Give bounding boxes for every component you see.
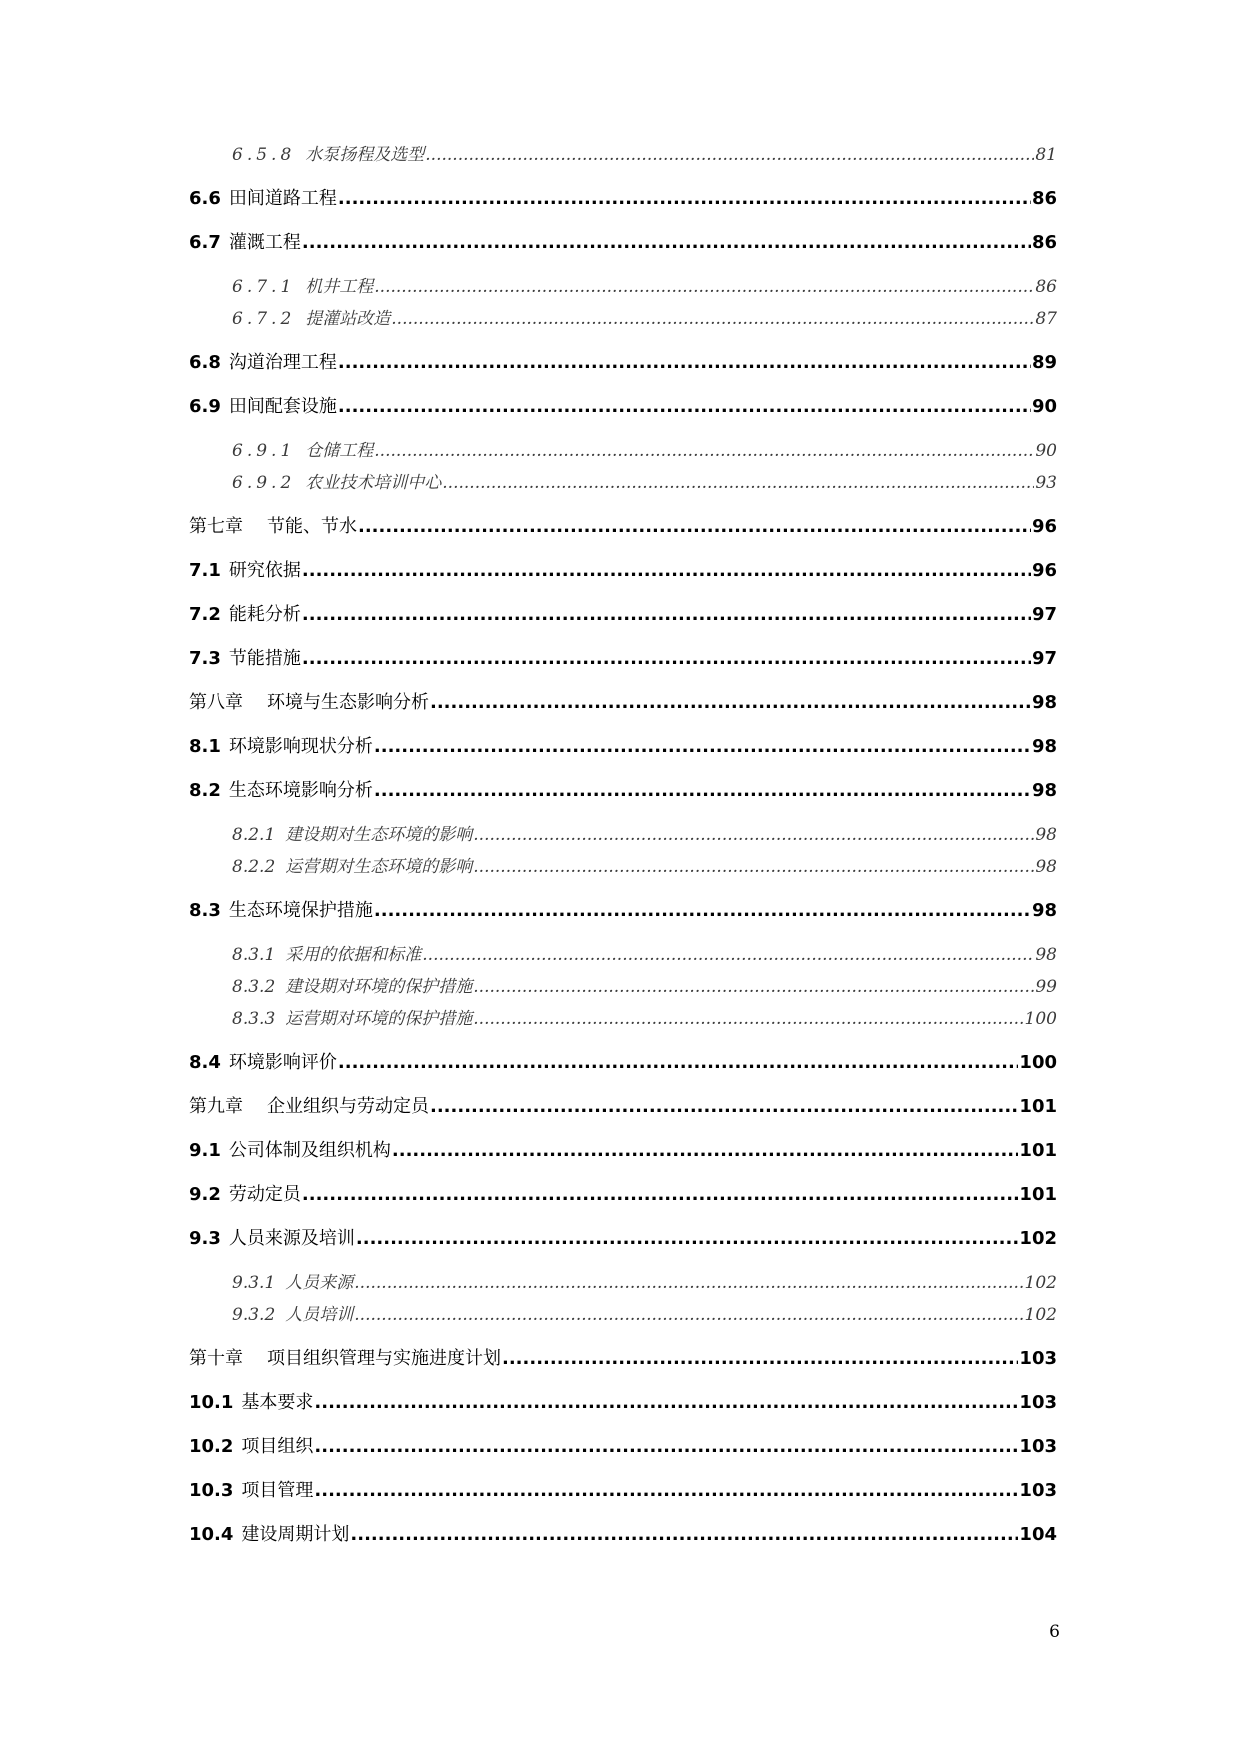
toc-entry[interactable] [189, 1476, 1057, 1506]
toc-entry[interactable] [232, 304, 1057, 334]
toc-entry-title: 研究依据 [228, 560, 301, 581]
toc-entry-number: 6.6 [189, 188, 221, 209]
toc-entry-heading [189, 644, 301, 670]
toc-leader-dots [302, 232, 1031, 253]
toc-entry-number: 8.1 [189, 736, 221, 757]
toc-leader-dots [473, 977, 1034, 997]
toc-entry-title: 人员培训 [285, 1305, 354, 1325]
toc-entry-number: 8.2 [189, 780, 221, 801]
toc-leader-dots [442, 473, 1034, 493]
toc-entry-number: 10.1 [189, 1392, 234, 1413]
toc-entry[interactable] [232, 852, 1057, 882]
toc-entry[interactable] [189, 776, 1057, 806]
toc-entry-title: 基本要求 [241, 1392, 314, 1413]
toc-entry-title: 农业技术培训中心 [305, 473, 442, 493]
toc-entry-number: 6.7 [189, 232, 221, 253]
toc-entry-number: 7.2 [189, 604, 221, 625]
toc-leader-dots [356, 1228, 1019, 1249]
toc-entry-number: 9.1 [189, 1140, 221, 1161]
toc-entry-number: 7.3 [189, 648, 221, 669]
toc-entry-number: 6.9 [189, 396, 221, 417]
toc-entry-number: 10.3 [189, 1480, 234, 1501]
toc-entry-heading [189, 1136, 391, 1162]
toc-entry-heading [189, 732, 373, 758]
toc-entry-heading [232, 820, 472, 845]
toc-entry-heading [189, 348, 337, 374]
toc-entry-heading [232, 304, 390, 329]
toc-entry-number: 6.8 [189, 352, 221, 373]
toc-entry[interactable] [232, 820, 1057, 850]
toc-entry[interactable] [189, 228, 1057, 258]
toc-entry-heading [232, 436, 373, 461]
toc-entry-number: 8.3.3 [232, 1009, 276, 1029]
toc-entry[interactable] [232, 140, 1057, 170]
toc-entry-page: 99 [1035, 977, 1057, 997]
toc-entry[interactable] [189, 1048, 1057, 1078]
toc-entry-title: 劳动定员 [228, 1184, 301, 1205]
toc-entry[interactable] [189, 184, 1057, 214]
toc-entry-number: 10.2 [189, 1436, 234, 1457]
toc-entry-page: 89 [1031, 352, 1057, 373]
toc-leader-dots [374, 736, 1031, 757]
toc-entry-page: 98 [1031, 780, 1057, 801]
toc-entry[interactable] [189, 600, 1057, 630]
toc-leader-dots [502, 1348, 1018, 1369]
toc-entry-number: 9.2 [189, 1184, 221, 1205]
toc-entry-heading [189, 600, 301, 626]
toc-entry-number: 9.3 [189, 1228, 221, 1249]
toc-entry-heading [189, 184, 337, 210]
toc-entry-number: 6.7.2 [232, 309, 296, 329]
toc-entry-page: 103 [1019, 1436, 1057, 1457]
toc-entry-page: 97 [1031, 604, 1057, 625]
toc-entry-page: 101 [1019, 1096, 1057, 1117]
toc-entry[interactable] [189, 1224, 1057, 1254]
toc-entry-page: 98 [1031, 900, 1057, 921]
toc-leader-dots [302, 560, 1031, 581]
toc-entry-number: 9.3.1 [232, 1273, 276, 1293]
toc-entry-title: 节能措施 [228, 648, 301, 669]
toc-entry-number: 6.5.8 [232, 145, 296, 165]
toc-entry[interactable] [232, 1004, 1057, 1034]
toc-entry[interactable] [189, 1432, 1057, 1462]
toc-entry-number: 6.7.1 [232, 277, 296, 297]
toc-entry-title: 人员来源及培训 [228, 1228, 355, 1249]
toc-entry-title: 项目组织 [241, 1436, 314, 1457]
toc-entry-title: 项目组织管理与实施进度计划 [267, 1348, 501, 1369]
toc-leader-dots [302, 648, 1031, 669]
toc-entry-page: 102 [1024, 1305, 1057, 1325]
toc-leader-dots [473, 825, 1034, 845]
toc-entry-page: 101 [1019, 1140, 1057, 1161]
toc-entry-number: 6.9.1 [232, 441, 296, 461]
toc-entry-page: 86 [1031, 188, 1057, 209]
toc-entry-title: 田间配套设施 [228, 396, 337, 417]
toc-entry[interactable] [189, 896, 1057, 926]
toc-entry-page: 103 [1019, 1480, 1057, 1501]
toc-entry-title: 环境影响评价 [228, 1052, 337, 1073]
toc-leader-dots [338, 396, 1031, 417]
toc-entry-title: 建设期对生态环境的影响 [285, 825, 473, 845]
toc-leader-dots [350, 1524, 1018, 1545]
toc-entry-heading [189, 1092, 429, 1118]
toc-entry-heading [232, 972, 472, 997]
toc-entry-heading [189, 1520, 349, 1546]
toc-entry-number: 8.3.1 [232, 945, 276, 965]
toc-entry-title: 灌溉工程 [228, 232, 301, 253]
toc-entry[interactable] [189, 556, 1057, 586]
toc-entry-number: 6.9.2 [232, 473, 296, 493]
toc-entry-title: 环境与生态影响分析 [267, 692, 429, 713]
toc-entry[interactable] [189, 1388, 1057, 1418]
toc-entry-title: 建设期对环境的保护措施 [285, 977, 473, 997]
toc-entry-number: 8.3 [189, 900, 221, 921]
toc-entry-heading [189, 392, 337, 418]
toc-entry-heading [189, 776, 373, 802]
toc-leader-dots [392, 1140, 1019, 1161]
toc-entry-title: 采用的依据和标准 [285, 945, 422, 965]
toc-entry-page: 98 [1031, 736, 1057, 757]
toc-entry-heading [232, 940, 421, 965]
toc-entry[interactable] [232, 940, 1057, 970]
toc-entry-heading [189, 1048, 337, 1074]
toc-entry[interactable] [232, 1268, 1057, 1298]
toc-entry-title: 沟道治理工程 [228, 352, 337, 373]
toc-entry-page: 100 [1024, 1009, 1057, 1029]
toc-entry-number: 8.2.1 [232, 825, 276, 845]
toc-entry[interactable] [232, 972, 1057, 1002]
toc-entry-page: 93 [1035, 473, 1057, 493]
toc-leader-dots [374, 441, 1034, 461]
toc-leader-dots [430, 1096, 1018, 1117]
toc-entry-number: 第十章 [189, 1348, 243, 1369]
toc-entry-title: 生态环境保护措施 [228, 900, 373, 921]
toc-entry-title: 机井工程 [305, 277, 374, 297]
toc-entry[interactable] [232, 468, 1057, 498]
toc-entry-page: 96 [1031, 516, 1057, 537]
toc-entry[interactable] [232, 1300, 1057, 1330]
toc-entry-title: 运营期对环境的保护措施 [285, 1009, 473, 1029]
toc-entry-heading [232, 1300, 353, 1325]
toc-entry-page: 90 [1031, 396, 1057, 417]
toc-entry-number: 7.1 [189, 560, 221, 581]
toc-entry-page: 101 [1019, 1184, 1057, 1205]
toc-entry-title: 建设周期计划 [241, 1524, 350, 1545]
toc-leader-dots [338, 352, 1031, 373]
toc-entry-title: 生态环境影响分析 [228, 780, 373, 801]
toc-leader-dots [425, 145, 1034, 165]
toc-entry[interactable] [189, 1136, 1057, 1166]
toc-entry[interactable] [189, 732, 1057, 762]
toc-entry-heading [232, 852, 472, 877]
toc-entry-title: 田间道路工程 [228, 188, 337, 209]
toc-leader-dots [430, 692, 1031, 713]
toc-entry-heading [189, 512, 357, 538]
toc-entry-page: 102 [1024, 1273, 1057, 1293]
toc-leader-dots [314, 1392, 1018, 1413]
toc-entry-heading [232, 468, 441, 493]
toc-entry-page: 97 [1031, 648, 1057, 669]
toc-entry-heading [189, 896, 373, 922]
toc-entry-title: 仓储工程 [305, 441, 374, 461]
toc-entry-title: 水泵扬程及选型 [305, 145, 425, 165]
toc-entry-title: 提灌站改造 [305, 309, 391, 329]
toc-entry-number: 第七章 [189, 516, 243, 537]
toc-entry-heading [189, 1388, 313, 1414]
toc-entry-page: 100 [1019, 1052, 1057, 1073]
toc-leader-dots [358, 516, 1031, 537]
toc-entry-heading [232, 1268, 353, 1293]
toc-entry-page: 98 [1035, 945, 1057, 965]
toc-leader-dots [302, 604, 1031, 625]
toc-entry-page: 87 [1035, 309, 1057, 329]
toc-entry-page: 98 [1035, 825, 1057, 845]
toc-entry-page: 86 [1031, 232, 1057, 253]
toc-entry-page: 104 [1019, 1524, 1057, 1545]
toc-entry-heading [189, 1344, 501, 1370]
toc-leader-dots [338, 1052, 1019, 1073]
toc-entry-page: 81 [1035, 145, 1057, 165]
toc-entry-page: 103 [1019, 1348, 1057, 1369]
toc-entry-heading [189, 228, 301, 254]
toc-leader-dots [374, 900, 1031, 921]
toc-entry-title: 项目管理 [241, 1480, 314, 1501]
toc-entry-page: 98 [1035, 857, 1057, 877]
toc-entry-title: 运营期对生态环境的影响 [285, 857, 473, 877]
toc-entry-number: 8.2.2 [232, 857, 276, 877]
toc-entry-number: 9.3.2 [232, 1305, 276, 1325]
toc-entry[interactable] [189, 348, 1057, 378]
toc-entry-title: 环境影响现状分析 [228, 736, 373, 757]
toc-entry-page: 103 [1019, 1392, 1057, 1413]
toc-leader-dots [314, 1436, 1018, 1457]
toc-entry-page: 98 [1031, 692, 1057, 713]
toc-entry-page: 102 [1019, 1228, 1057, 1249]
toc-entry-title: 能耗分析 [228, 604, 301, 625]
toc-entry-title: 企业组织与劳动定员 [267, 1096, 429, 1117]
toc-leader-dots [391, 309, 1034, 329]
toc-entry-heading [189, 1180, 301, 1206]
toc-entry-title: 人员来源 [285, 1273, 354, 1293]
toc-leader-dots [374, 780, 1031, 801]
toc-entry[interactable] [232, 436, 1057, 466]
toc-entry-page: 96 [1031, 560, 1057, 581]
page-number: 6 [1049, 1622, 1060, 1642]
toc-entry-title: 公司体制及组织机构 [228, 1140, 391, 1161]
toc-entry-heading [189, 1476, 313, 1502]
toc-leader-dots [354, 1305, 1023, 1325]
toc-leader-dots [302, 1184, 1019, 1205]
toc-leader-dots [473, 857, 1034, 877]
toc-entry-heading [189, 1224, 355, 1250]
toc-entry-number: 8.4 [189, 1052, 221, 1073]
toc-entry-heading [189, 688, 429, 714]
toc-leader-dots [314, 1480, 1018, 1501]
toc-entry-number: 第九章 [189, 1096, 243, 1117]
toc-entry[interactable] [189, 512, 1057, 542]
toc-entry[interactable] [189, 1092, 1057, 1122]
toc-leader-dots [354, 1273, 1023, 1293]
toc-entry[interactable] [189, 1180, 1057, 1210]
toc-entry-title: 节能、节水 [267, 516, 357, 537]
toc-leader-dots [374, 277, 1034, 297]
toc-entry[interactable] [189, 1520, 1057, 1550]
toc-entry-heading [189, 556, 301, 582]
toc-entry-number: 第八章 [189, 692, 243, 713]
toc-entry[interactable] [189, 644, 1057, 674]
toc-entry-heading [232, 272, 373, 297]
toc-entry-heading [189, 1432, 313, 1458]
toc-leader-dots [473, 1009, 1023, 1029]
toc-entry[interactable] [189, 392, 1057, 422]
toc-entry-page: 86 [1035, 277, 1057, 297]
toc-entry-heading [232, 1004, 472, 1029]
toc-entry[interactable] [189, 1344, 1057, 1374]
toc-entry-page: 90 [1035, 441, 1057, 461]
toc-entry[interactable] [189, 688, 1057, 718]
toc-entry-heading [232, 140, 424, 165]
toc-entry-number: 8.3.2 [232, 977, 276, 997]
toc-entry-number: 10.4 [189, 1524, 234, 1545]
toc-leader-dots [422, 945, 1034, 965]
toc-entry[interactable] [232, 272, 1057, 302]
toc-leader-dots [338, 188, 1031, 209]
